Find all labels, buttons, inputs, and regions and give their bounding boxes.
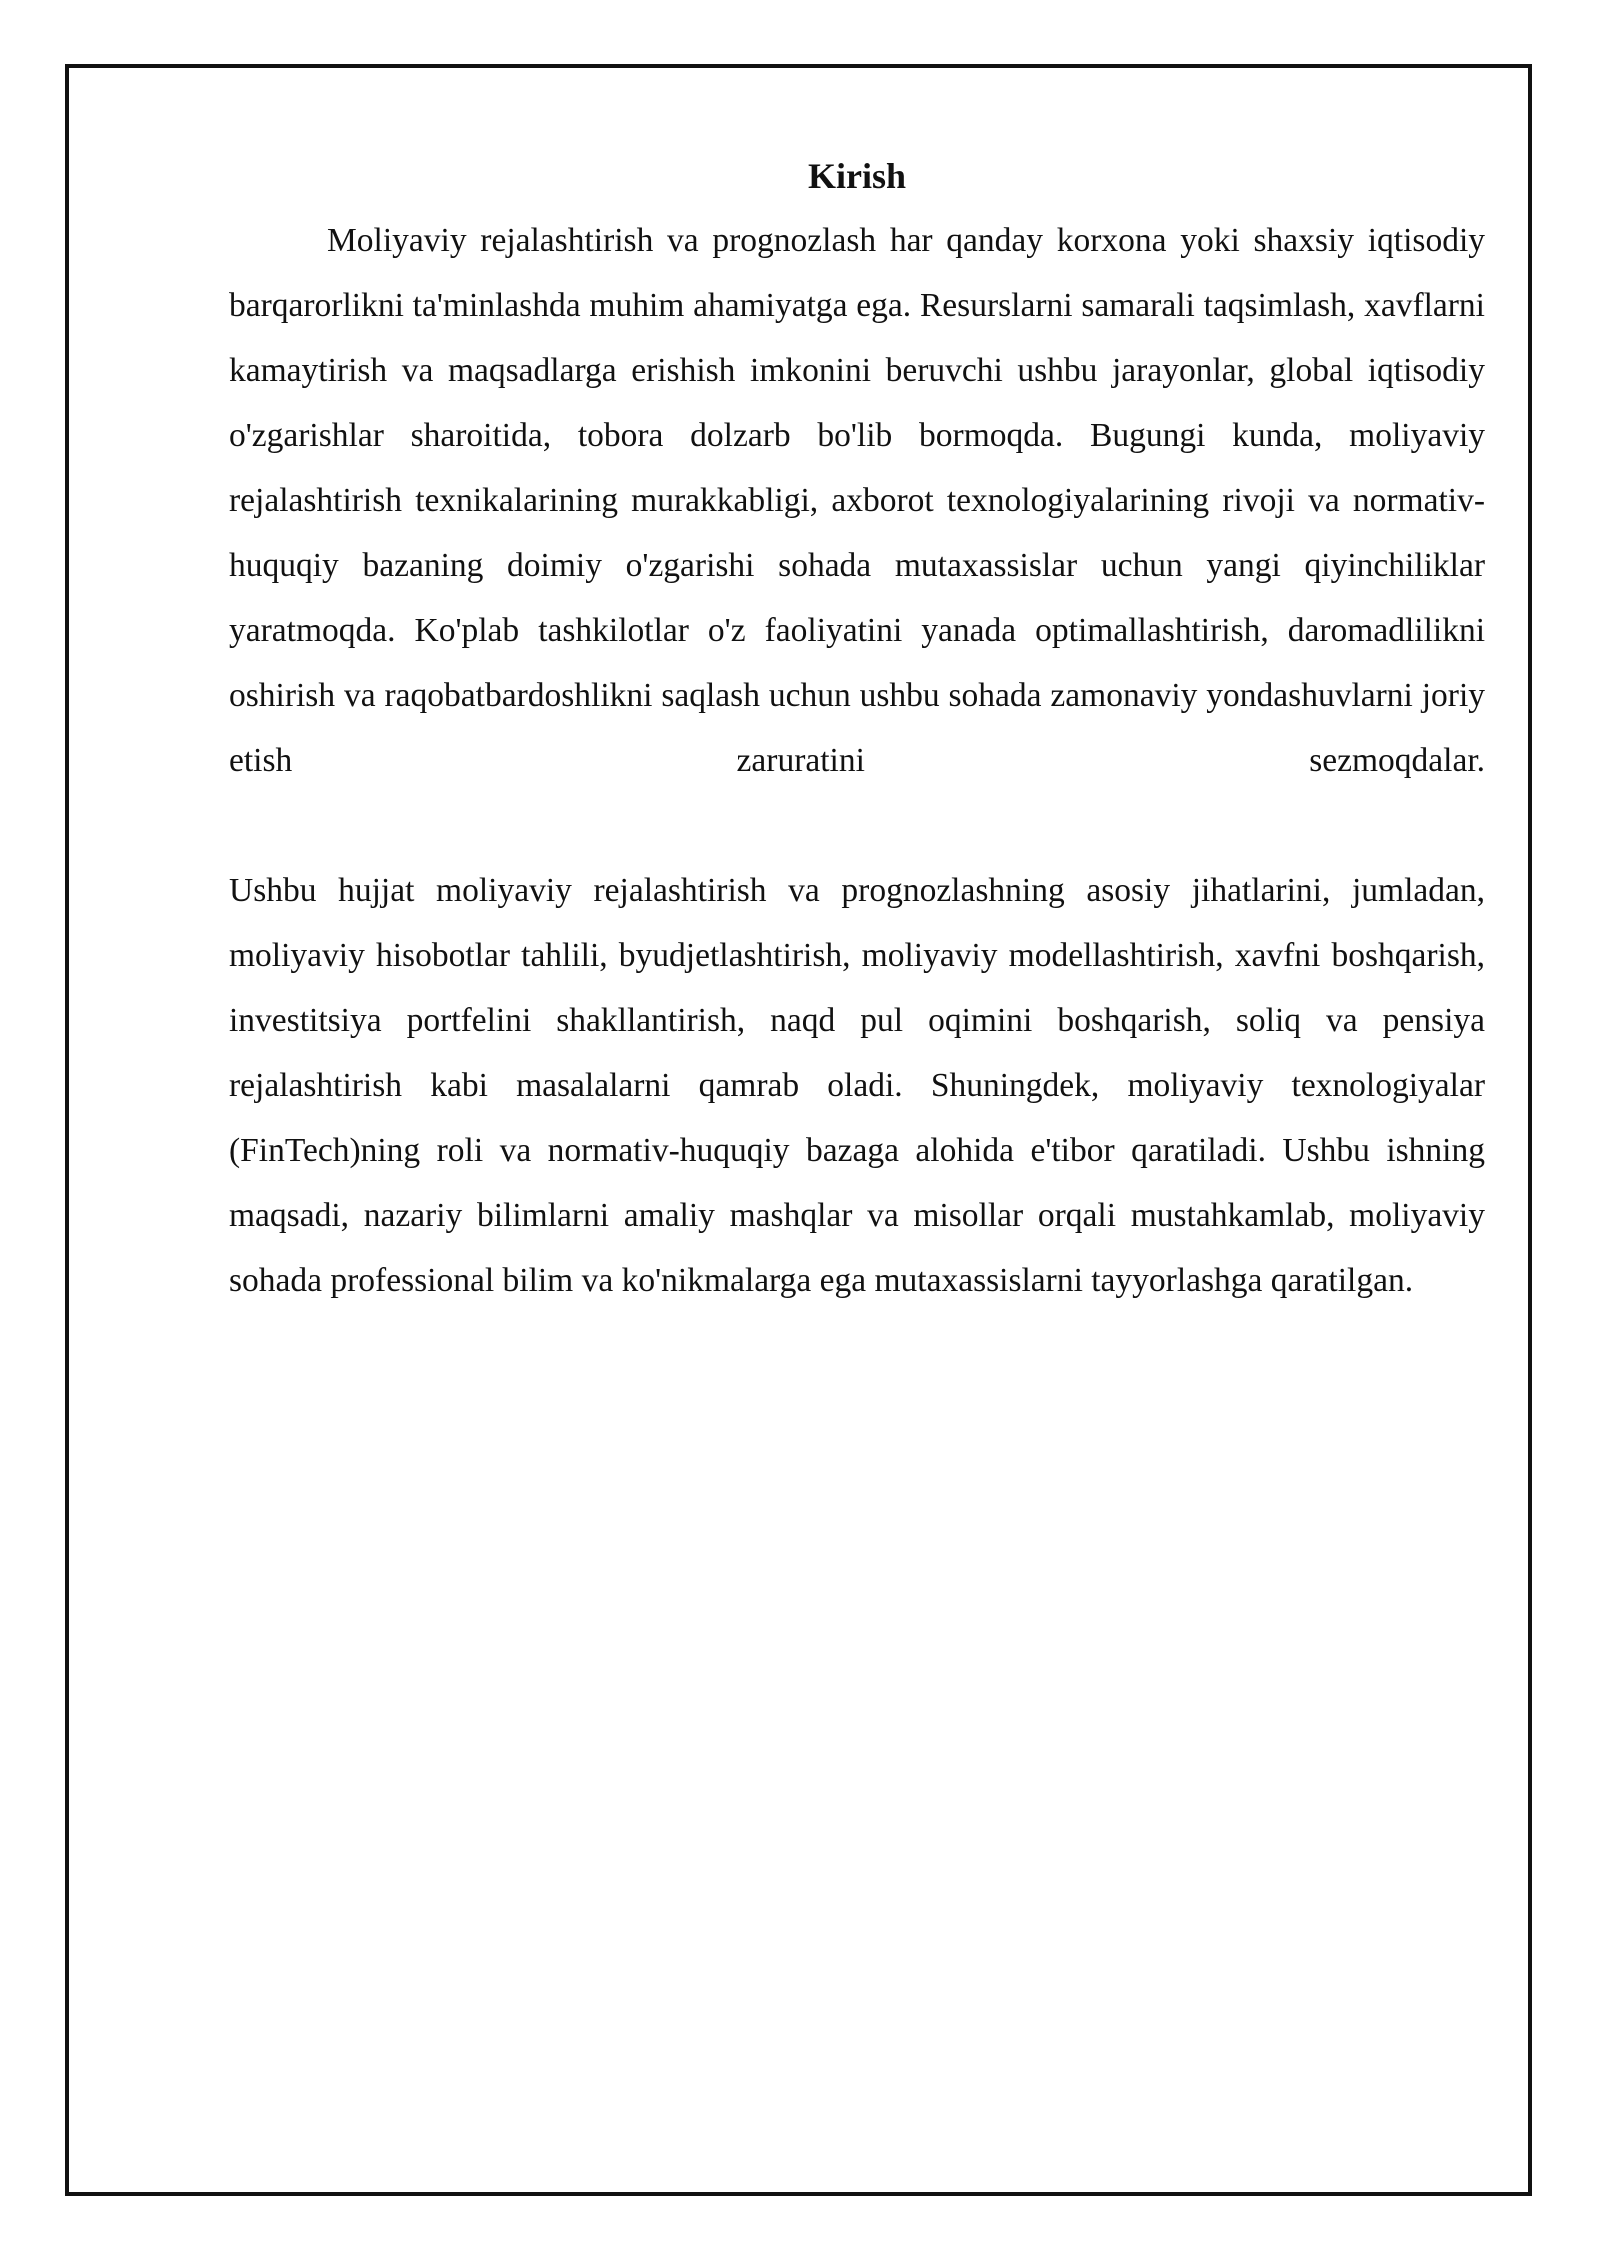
paragraph-scope: Ushbu hujjat moliyaviy rejalashtirish va prognozlashning asosiy jihatlarini, jumladan, moliyaviy hisobotlar tahlili, byudjetlashtirish, moliyaviy modellashtirish, xavfni boshqarish, investitsiya portfelini shakllantirish, naqd pul oqimini boshqarish, soliq va pensiya rejalashtirish kabi masalalarni qamrab oladi. Shuningdek, moliyaviy texnologiyalar (FinTech)ning roli va normativ-huquqiy bazaga alohida e'tibor qaratiladi. Ushbu ishning maqsadi, nazariy bilimlarni amaliy mashqlar va misollar orqali mustahkamlab, moliyaviy sohada professional bilim va ko'nikmalarga ega mutaxassislarni tayyorlashga qaratilgan. <box>229 872 1485 1299</box>
document-title: Kirish <box>807 156 906 196</box>
document-body <box>229 150 1485 1313</box>
paragraph-introduction: Moliyaviy rejalashtirish va prognozlash har qanday korxona yoki shaxsiy iqtisodiy barqarorlikni ta'minlashda muhim ahamiyatga ega. Resurslarni samarali taqsimlash, xavflarni kamaytirish va maqsadlarga erishish imkonini beruvchi ushbu jarayonlar, global iqtisodiy o'zgarishlar sharoitida, tobora dolzarb bo'lib bormoqda. Bugungi kunda, moliyaviy rejalashtirish texnikalarining murakkabligi, axborot texnologiyalarining rivoji va normativ-huquqiy bazaning doimiy o'zgarishi sohada mutaxassislar uchun yangi qiyinchiliklar yaratmoqda. Ko'plab tashkilotlar o'z faoliyatini yanada optimallashtirish, daromadlilikni oshirish va raqobatbardoshlikni saqlash uchun ushbu sohada zamonaviy yondashuvlarni joriy etish zaruratini sezmoqdalar. <box>229 222 1485 779</box>
paragraph-spacer <box>229 793 1485 858</box>
